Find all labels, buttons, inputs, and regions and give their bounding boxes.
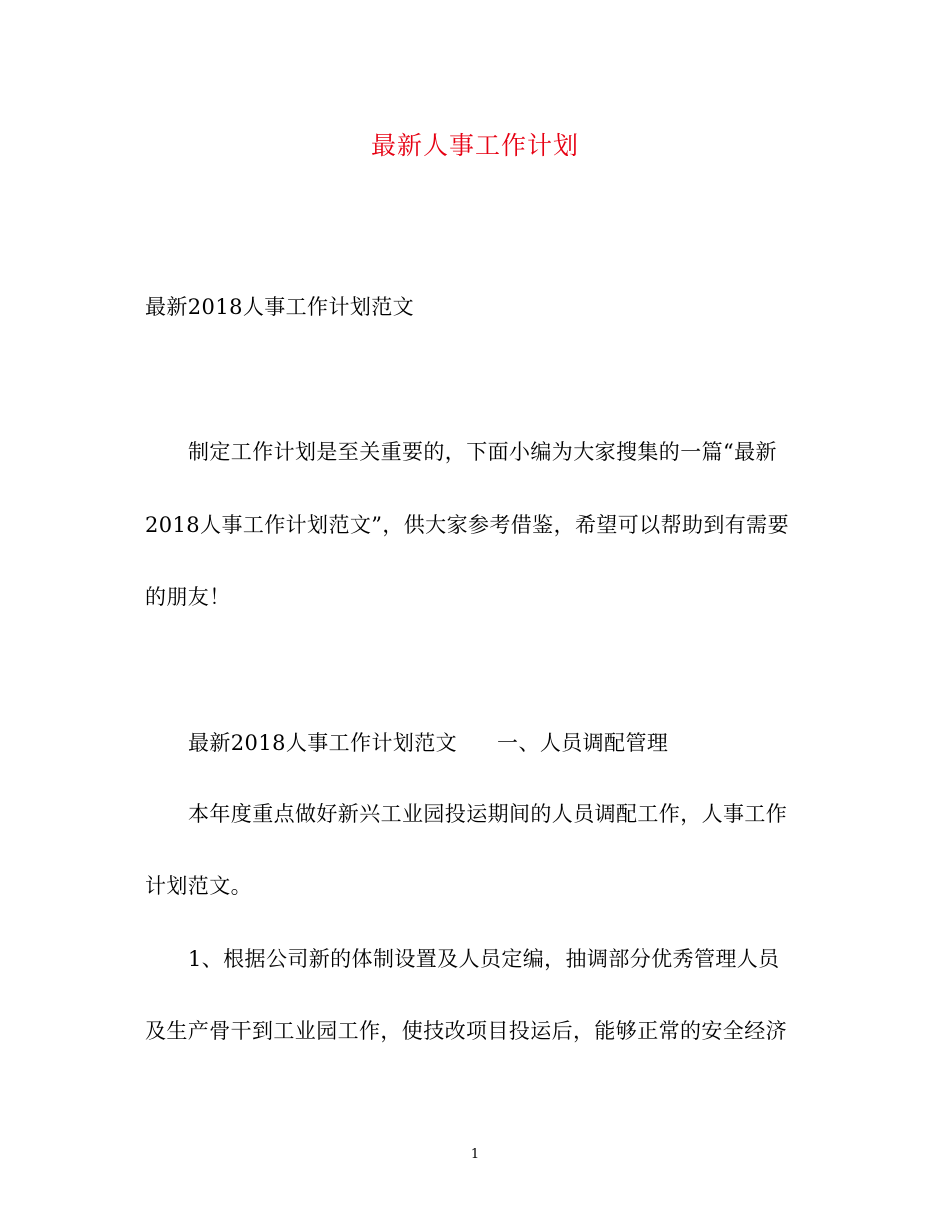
intro-line-2: 2018人事工作计划范文”，供大家参考借鉴，希望可以帮助到有需要 xyxy=(145,513,789,537)
section-heading-item: 一、人员调配管理 xyxy=(497,731,669,755)
page-number: 1 xyxy=(470,1147,480,1162)
para2-line-1: 本年度重点做好新兴工业园投运期间的人员调配工作，人事工作 xyxy=(188,802,788,826)
para2-line-2: 计划范文。 xyxy=(145,874,252,898)
para3-line-2: 及生产骨干到工业园工作，使技改项目投运后，能够正常的安全经济 xyxy=(145,1019,787,1043)
intro-line-1: 制定工作计划是至关重要的，下面小编为大家搜集的一篇“最新 xyxy=(188,440,777,464)
document-title: 最新人事工作计划 xyxy=(370,131,579,160)
section-heading-title: 最新2018人事工作计划范文 xyxy=(188,731,458,755)
document-subtitle: 最新2018人事工作计划范文 xyxy=(145,295,415,319)
intro-line-3: 的朋友！ xyxy=(145,585,231,609)
section-heading xyxy=(188,728,668,758)
para3-line-1: 1、根据公司新的体制设置及人员定编，抽调部分优秀管理人员 xyxy=(188,947,780,971)
